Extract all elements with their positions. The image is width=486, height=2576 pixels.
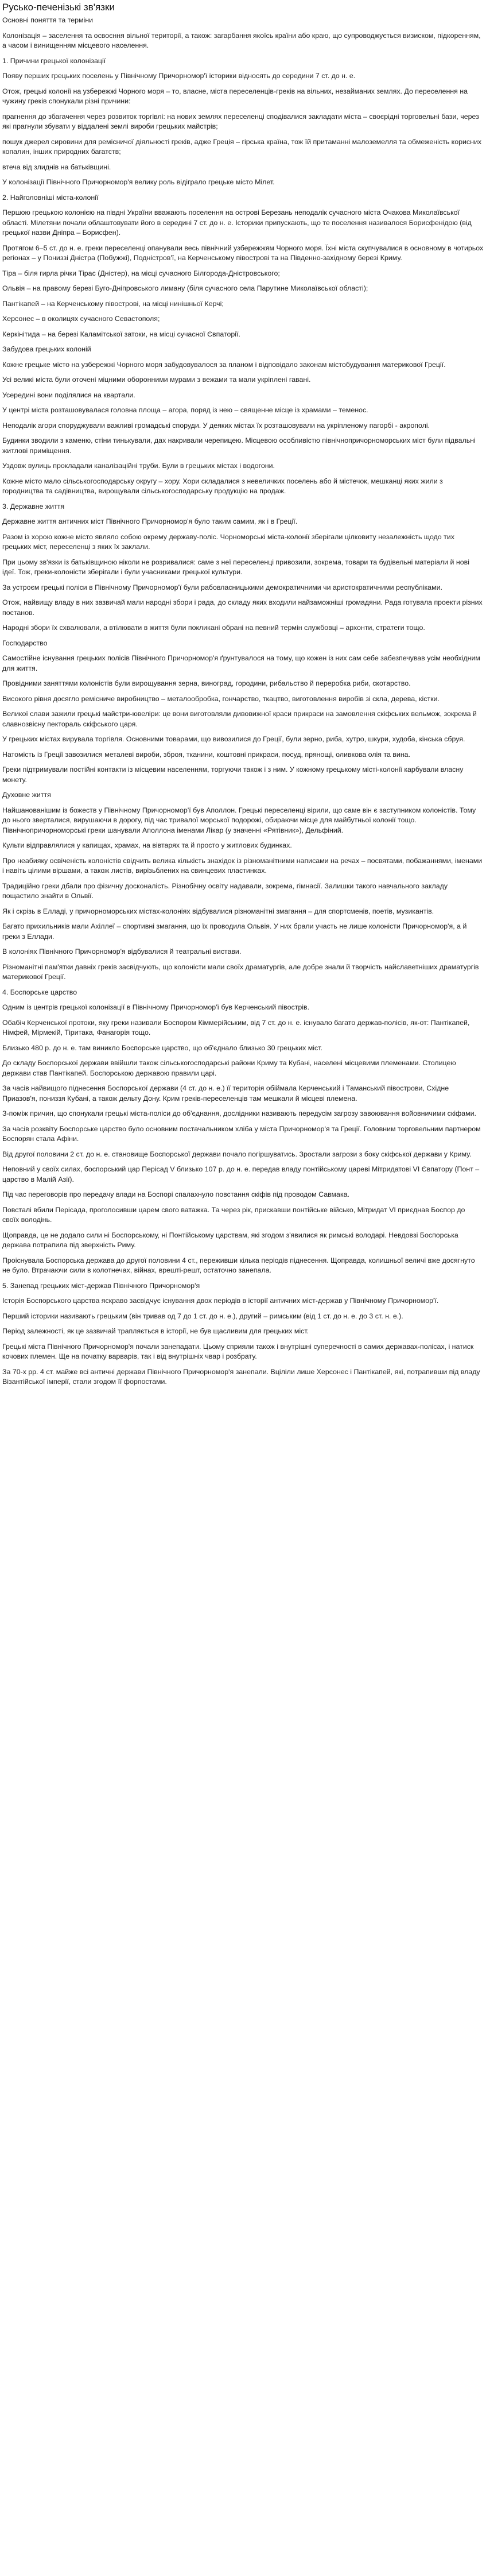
paragraph: У колонізації Північного Причорномор'я велику роль відіграло грецьке місто Мілет. xyxy=(2,178,275,186)
document-body xyxy=(2,16,484,1387)
paragraph: За часів розквіту Боспорське царство було основним постачальником хліба у міста Причорномор'я та Греції. Головним торговельним партнером Боспорян стала Афіни. xyxy=(2,1124,481,1143)
paragraph: 4. Боспорське царство xyxy=(2,988,77,996)
paragraph: Тіра – біля гирла річки Тірас (Дністер), на місці сучасного Білгорода-Дністровського; xyxy=(2,269,280,277)
paragraph: Першою грецькою колонією на півдні України вважають поселення на острові Березань неподалік сучасного міста Очакова Миколаївської області. Мілетяни почали облаштовувати його в середині 7 ст. до н. е. Історики припускають, що те поселення називалося Борисфенідою (від грецької назви Дніпра – Борисфен). xyxy=(2,208,472,237)
paragraph: Повсталі вбили Перісада, проголосивши царем свого ватажка. Та через рік, прискавши понтійське військо, Мітридат VI приєднав Боспор до своїх володінь. xyxy=(2,1205,465,1224)
paragraph: Греки підтримували постійні контакти із місцевим населенням, торгуючи також і з ним. У кожному грецькому місті-колонії карбували власну монету. xyxy=(2,765,464,784)
paragraph: До складу Боспорської держави ввійшли також сільськогосподарські райони Криму та Кубані, населені місцевими племенами. Столицею держави став Пантікапей. Боспорською державою правили царі. xyxy=(2,1059,456,1077)
paragraph: втеча від злиднів на батьківщині. xyxy=(2,163,111,171)
paragraph: Грецькі міста Північного Причорномор'я почали занепадати. Цьому сприяли також і внутрішні суперечності в самих державах-полісах, і натиск кочових племен. Ще на початку варварів, так і від внутрішніх чвар і розбрату. xyxy=(2,1342,474,1360)
paragraph: Державне життя античних міст Північного Причорномор'я було таким самим, як і в Греції. xyxy=(2,517,298,525)
paragraph: Будинки зводили з каменю, стіни тинькували, дах накривали черепицею. Місцевою особливістю північнопричорноморських міст були підвальні житлові приміщення. xyxy=(2,436,476,455)
paragraph: Херсонес – в околицях сучасного Севастополя; xyxy=(2,315,160,323)
paragraph: Різноманітні пам'ятки давніх греків засвідчують, що колоністи мали своїх драматургів, але добре знали й творчість найславетніших драматургів материкової Греції. xyxy=(2,962,479,981)
paragraph: Близько 480 р. до н. е. там виникло Боспорське царство, що об'єднало близько 30 грецьких міст. xyxy=(2,1043,322,1052)
paragraph: У грецьких містах вирувала торгівля. Основними товарами, що вивозилися до Греції, були зерно, риба, хутро, шкури, худоба, кінська сбруя. xyxy=(2,735,465,743)
paragraph: 5. Занепад грецьких міст-держав Північного Причорномор'я xyxy=(2,1281,200,1290)
paragraph: Уздовж вулиць прокладали каналізаційні труби. Були в грецьких містах і водогони. xyxy=(2,462,275,470)
paragraph: Як і скрізь в Елладі, у причорноморських містах-колоніях відбувалися різноманітні змагання – для спортсменів, поетів, музикантів. xyxy=(2,907,434,915)
document-title: Русько-печенізькі зв'язки xyxy=(2,2,115,13)
paragraph: Культи відправлялися у капищах, храмах, на вівтарях та й просто у житлових будинках. xyxy=(2,841,292,849)
paragraph: Самостійне існування грецьких полісів Північного Причорномор'я ґрунтувалося на тому, що кожен із них сам себе забезпечував усім необхідним для життя. xyxy=(2,654,480,672)
paragraph: Разом із хорою кожне місто являло собою окрему державу-поліс. Чорноморські міста-колонії зберігали цілковиту незалежність щодо тих грецьких міст, переселенці з яких їх заклали. xyxy=(2,532,454,551)
paragraph: В колоніях Північного Причорномор'я відбувалися й театральні вистави. xyxy=(2,947,242,956)
paragraph: Появу перших грецьких поселень у Північному Причорномор'ї історики відносять до середини 7 ст. до н. е. xyxy=(2,72,356,80)
paragraph: Натомість із Греції завозилися металеві вироби, зброя, тканини, коштовні прикраси, посуд, прянощі, оливкова олія та вина. xyxy=(2,750,410,759)
paragraph: Усі великі міста були оточені міцними оборонними мурами з вежами та мали укріплені гавані. xyxy=(2,376,311,384)
paragraph: При цьому зв'язки із батьківщиною ніколи не розривалися: саме з неї переселенці привозили, зокрема, товари та будівельні матеріали й нові ідеї. Тож, греки-колоністи зберігали і були учасниками грецької культури. xyxy=(2,558,469,576)
paragraph: Керкінітида – на березі Каламітської затоки, на місці сучасної Євпаторії. xyxy=(2,330,240,338)
paragraph: 3. Державне життя xyxy=(2,502,65,510)
paragraph: Забудова грецьких колоній xyxy=(2,345,91,353)
paragraph: Від другої половини 2 ст. до н. е. становище Боспорської держави почало погіршуватись. Зростали загрози з боку скіфської держави у Криму. xyxy=(2,1150,472,1158)
paragraph: Кожне грецьке місто на узбережжі Чорного моря забудовувалося за планом і відповідало законам містобудування материкової Греції. xyxy=(2,360,446,369)
paragraph: Обабіч Керченської протоки, яку греки називали Боспором Кіммерійським, від 7 ст. до н. е. існувало багато держав-полісів, як-от: Пантікапей, Німфей, Мірмекій, Тіритака, Фанагорія тощо. xyxy=(2,1018,470,1036)
paragraph: пошук джерел сировини для ремісничої діяльності греків, адже Греція – гірська країна, тож їй притаманні малоземелля та обмеженість корисних копалин, інших природних багатств; xyxy=(2,137,482,156)
paragraph: Ольвія – на правому березі Бугo-Дніпровського лиману (біля сучасного села Парутине Миколаївської області); xyxy=(2,284,368,292)
paragraph: Неповний у своїх силах, боспорський цар Перісад V близько 107 р. до н. е. передав владу понтійському цареві Мітридатові VI Євпатору (Понт – царство в Малій Азії). xyxy=(2,1165,480,1183)
paragraph: Духовне життя xyxy=(2,791,51,799)
paragraph: Період залежності, як це зазвичай трапляється в історії, не був щасливим для грецьких міст. xyxy=(2,1327,309,1335)
paragraph: Протягом 6–5 ст. до н. е. греки переселенці опанували весь північний узбережжям Чорного моря. Їхні міста скупчувалися в основному в чотирьох регіонах – у Пониззі Дністра (Побужжі), Подністров'ї, на Керченському півострові та на Південно-західному березі Криму. xyxy=(2,243,484,262)
paragraph: Високого рівня досягло ремісниче виробництво – металообробка, гончарство, ткацтво, виготовлення виробів зі скла, дерева, кістки. xyxy=(2,694,440,703)
paragraph: Найшанованішим із божеств у Північному Причорномор'ї був Аполлон. Грецькі переселенці вірили, що саме він є заступником колоністів. Тому до нього зверталися, вирушаючи в дорогу, під час тривалої морської подорожі, обираючи місце для майбутньої колонії тощо. Північнопричорноморські греки шанували Аполлона іменами Лікар (у значенні «Рятівник»), Дельфіний. xyxy=(2,806,476,834)
paragraph: Провідними заняттями колоністів були вирощування зерна, виноград, городини, рибальство й переробка риби, скотарство. xyxy=(2,679,411,687)
paragraph: У центрі міста розташовувалася головна площа – агора, поряд із нею – священне місце із храмами – теменос. xyxy=(2,406,368,414)
paragraph: Одним із центрів грецької колонізації в Північному Причорномор'ї був Керченський півострів. xyxy=(2,1003,310,1011)
paragraph: прагнення до збагачення через розвиток торгівлі: на нових землях переселенці сподівалися закладати міста – своєрідні торговельні бази, через які прагнули збувати у віддалені землі вироби грецьких майстрів; xyxy=(2,112,479,130)
paragraph: Історія Боспорського царства яскраво засвідчує існування двох періодів в історії античних міст-держав у Північному Причорномор'ї. xyxy=(2,1297,439,1305)
paragraph: Традиційно греки дбали про фізичну досконалість. Різнобічну освіту надавали, зокрема, гімнасії. Залишки такого навчального закладу пощастило знайти в Ольвії. xyxy=(2,881,448,900)
paragraph: Колонізація – заселення та освоєння вільної території, а також: загарбання якоїсь країни або краю, що супроводжується визиском, підкоренням, а часом і винищенням місцевого населення. xyxy=(2,31,481,49)
paragraph: За 70-х рр. 4 ст. майже всі античні держави Північного Причорномор'я занепали. Вціліли лише Херсонес і Пантікапей, які, потрапивши під владу Візантійської імперії, стали згодом її форпостами. xyxy=(2,1367,480,1386)
paragraph: За устроєм грецькі поліси в Північному Причорномор'ї були рабовласницькими демократичними чи аристократичними республіками. xyxy=(2,583,442,591)
paragraph: За часів найвищого піднесення Боспорської держави (4 ст. до н. е.) її територія обіймала Керченський і Таманський півострови, Східне Приазов'я, пониззя Кубані, а також дельту Дону. Крим греків-переселенців там мешкали й місцеві племена. xyxy=(2,1084,449,1103)
paragraph: Отож, найвищу владу в них зазвичай мали народні збори і рада, до складу яких входили найзаможніші громадяни. Рада готувала проекти різних постанов. xyxy=(2,598,483,617)
paragraph: Багато прихильників мали Ахіллеї – спортивні змагання, що їх проводила Ольвія. У них брали участь не лише колоністи Причорномор'я, а й греки з Еллади. xyxy=(2,922,467,941)
paragraph: Перший історики називають грецьким (він тривав од 7 до 1 ст. до н. е.), другий – римським (від 1 ст. до н. е. до 3 ст. н. е.). xyxy=(2,1312,403,1320)
paragraph: З-поміж причин, що спонукали грецькі міста-поліси до об'єднання, дослідники називають передусім загрозу завоювання войовничими скіфами. xyxy=(2,1109,476,1117)
paragraph: Проіснувала Боспорська держава до другої половини 4 ст., переживши кілька періодів піднесення. Щоправда, колишньої величі вже досягнуто не було. Втрачаючи сили в колотнечах, війнах, врешті-решт, остаточно занепала. xyxy=(2,1256,475,1274)
paragraph: Основні поняття та терміни xyxy=(2,16,94,24)
paragraph: 1. Причини грецької колонізації xyxy=(2,56,106,65)
paragraph: Про неабияку освіченість колоністів свідчить велика кількість знахідок із різноманітними написами на речах – посвятами, побажаннями, іменами і навіть цілими віршами, а також листів, вирізьблених на свинцевих пластинках. xyxy=(2,856,483,875)
paragraph: Пантікапей – на Керченському півострові, на місці нинішньої Керчі; xyxy=(2,299,224,308)
paragraph: Неподалік агори споруджували важливі громадські споруди. У деяких містах їх розташовували на укріпленому пагорбі - акрополі. xyxy=(2,421,430,430)
paragraph: Отож, грецькі колонії на узбережжі Чорного моря – то, власне, міста переселенців-греків на вільних, незайманих землях. До переселення на чужину греків спонукали різні причини: xyxy=(2,87,468,105)
paragraph: 2. Найголовніші міста-колонії xyxy=(2,193,99,202)
paragraph: Господарство xyxy=(2,639,48,647)
paragraph: Під час переговорів про передачу влади на Боспорі спалахнуло повстання скіфів під проводом Савмака. xyxy=(2,1190,349,1198)
paragraph: Народні збори їх схвалювали, а втілювати в життя були покликані обрані на певний термін службовці – архонти, стратеги тощо. xyxy=(2,624,425,632)
paragraph: Великої слави зажили грецькі майстри-ювеліри: це вони виготовляли дивовижної краси прикраси на замовлення скіфських вельмож, зокрема й славнозвісну пектораль скіфського царя. xyxy=(2,710,477,728)
paragraph: Щоправда, це не додало сили ні Боспорському, ні Понтійському царствам, які згодом з'явилися як римські володарі. Невдовзі Боспорська держава потрапила під зверхність Риму. xyxy=(2,1231,458,1249)
paragraph: Усередині вони поділялися на квартали. xyxy=(2,390,135,399)
paragraph: Кожне місто мало сільськогосподарську округу – хору. Хори складалися з невеличких поселень або й містечок, мешканці яких жили з городництва та садівництва, вирощували сільськогосподарську продукцію на продаж. xyxy=(2,477,443,495)
